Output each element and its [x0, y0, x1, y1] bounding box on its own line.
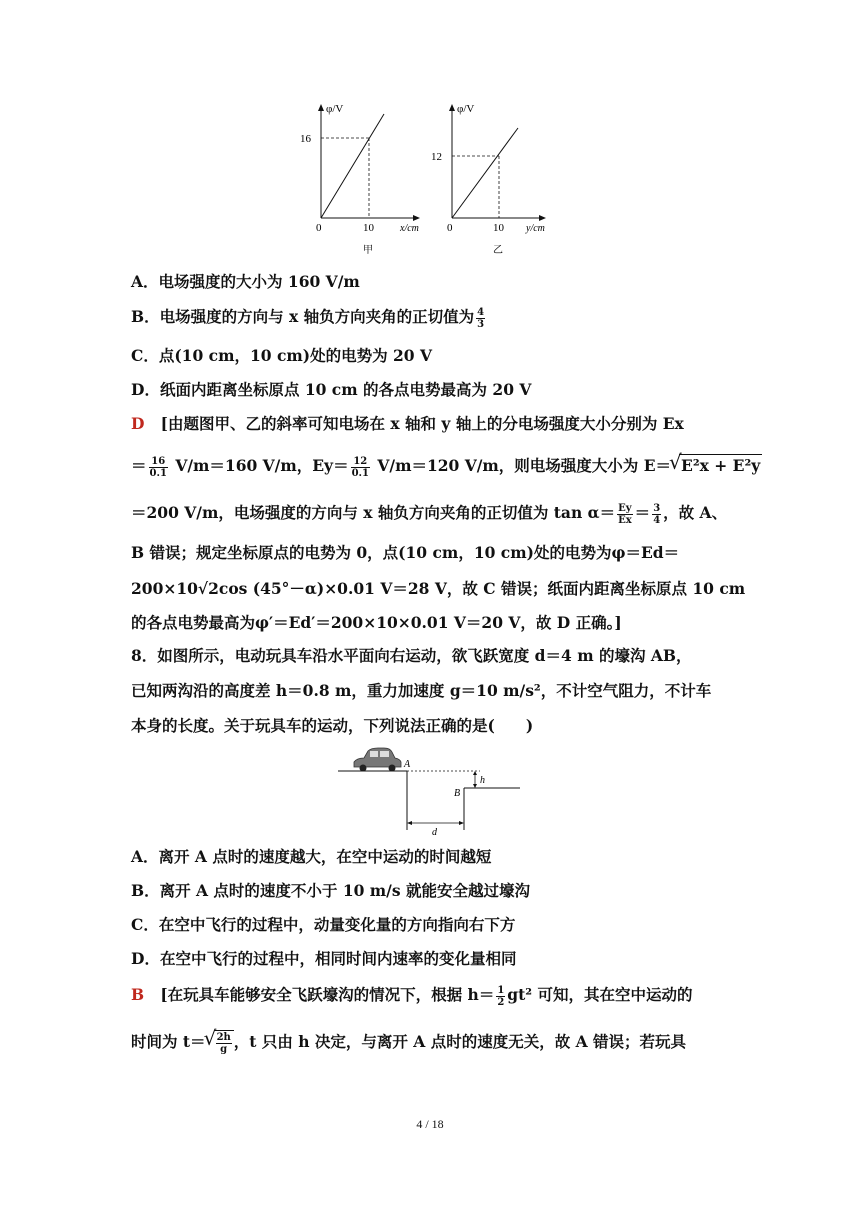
graph-b-origin: 0 [447, 222, 453, 234]
frac-ey-over-ex: $\frac{Ey}{Ex}$ [618, 502, 632, 526]
q7-explanation-line1: D [由题图甲、乙的斜率可知电场在 x 轴和 y 轴上的分电场强度大小分别为 Ex [131, 414, 684, 433]
page-number: 4 / 18 [416, 1117, 444, 1131]
graph-jia [300, 103, 420, 256]
graph-a-y-tick: 16 [300, 133, 311, 145]
q7-explanation-line4: B 错误；规定坐标原点的电势为 0，点(10 cm，10 cm)处的电势为φ＝Ed＝ [131, 543, 680, 562]
graph-b-ylabel: φ/V [457, 103, 475, 115]
q8-option-d: D．在空中飞行的过程中，相同时间内速率的变化量相同 [131, 949, 517, 968]
q7-explanation-line5: 200×10√2cos (45°－α)×0.01 V＝28 V，故 C 错误；纸面内距离坐标原点 10 cm [131, 579, 746, 598]
graph-yi [431, 103, 546, 256]
graph-a-ylabel: φ/V [326, 103, 344, 115]
frac-16-over-01: $\frac{16}{0.1}$ [149, 455, 167, 479]
sqrt-2h-over-g: √ $\frac{2h}{g}$ [214, 1030, 234, 1055]
point-b-label: B [454, 788, 461, 799]
d-label: d [432, 827, 437, 838]
graph-a-origin: 0 [316, 222, 322, 234]
toy-car-icon [354, 748, 401, 772]
q7-explanation-line2: ＝ $\frac{16}{0.1}$ V/m＝160 V/m，Ey＝ $\frac{12}{0.1}$ V/m＝120 V/m，则电场强度大小为 E＝√ E²x + E²y [131, 454, 731, 479]
trench-figure [330, 740, 530, 840]
point-a-label: A [404, 759, 411, 770]
graph-b-y-tick: 12 [431, 151, 442, 163]
graph-b-xlabel: y/cm [526, 223, 545, 234]
q8-explanation-line2: 时间为 t＝ √ $\frac{2h}{g}$ ，t 只由 h 决定，与离开 A 点时的速度无关，故 A 错误；若玩具 [131, 1030, 731, 1055]
graph-b-caption: 乙 [493, 245, 503, 256]
q7-explanation-line3: ＝200 V/m，电场强度的方向与 x 轴负方向夹角的正切值为 tan α＝ $\frac{Ey}{Ex}$ ＝ $\frac{3}{4}$ ，故 A、 [131, 502, 728, 526]
q8-stem-line2: 已知两沟沿的高度差 h＝0.8 m，重力加速度 g＝10 m/s²，不计空气阻力，不计车 [131, 681, 712, 700]
q8-option-a: A．离开 A 点时的速度越大，在空中运动的时间越短 [131, 847, 492, 866]
sqrt-expression: √ E²x + E²y [679, 454, 762, 477]
q8-answer: B [131, 985, 145, 1004]
graph-a-x-tick: 10 [363, 222, 374, 234]
q7-option-d: D．纸面内距离坐标原点 10 cm 的各点电势最高为 20 V [131, 380, 532, 399]
h-label: h [480, 775, 485, 786]
q7-option-b-fraction: $\frac{4}{3}$ [477, 306, 485, 330]
q7-option-c: C．点(10 cm，10 cm)处的电势为 20 V [131, 346, 433, 365]
q8-option-b: B．离开 A 点时的速度不小于 10 m/s 就能安全越过壕沟 [131, 881, 530, 900]
q8-stem-line3: 本身的长度。关于玩具车的运动，下列说法正确的是( ) [131, 716, 534, 735]
q8-stem-line1: 8．如图所示，电动玩具车沿水平面向右运动，欲飞跃宽度 d＝4 m 的壕沟 AB， [131, 646, 692, 665]
potential-graphs-figure [290, 100, 570, 265]
q7-explanation-line6: 的各点电势最高为φ′＝Ed′＝200×10×0.01 V＝20 V，故 D 正确。] [131, 613, 622, 632]
frac-12-over-01: $\frac{12}{0.1}$ [351, 455, 369, 479]
q7-option-b [131, 306, 731, 330]
frac-3-over-4: $\frac{3}{4}$ [653, 502, 661, 526]
frac-1-over-2: $\frac{1}{2}$ [497, 984, 505, 1008]
q7-option-a: A．电场强度的大小为 160 V/m [131, 272, 360, 291]
q7-option-b-text: B．电场强度的方向与 x 轴负方向夹角的正切值为 [131, 307, 475, 326]
graph-b-x-tick: 10 [493, 222, 504, 234]
graph-a-caption: 甲 [363, 245, 373, 256]
q7-answer: D [131, 414, 145, 433]
graph-a-xlabel: x/cm [400, 223, 419, 234]
q8-option-c: C．在空中飞行的过程中，动量变化量的方向指向右下方 [131, 915, 516, 934]
q8-explanation-line1: B [在玩具车能够安全飞跃壕沟的情况下，根据 h＝ $\frac{1}{2}$ gt² 可知，其在空中运动的 [131, 984, 693, 1008]
